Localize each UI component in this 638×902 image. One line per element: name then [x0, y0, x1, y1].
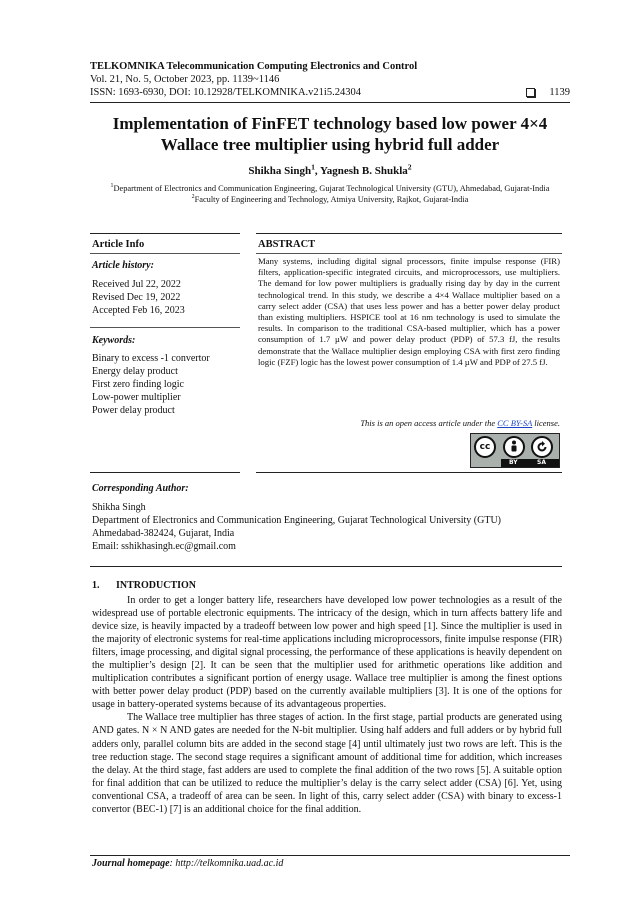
author-name: Shikha Singh — [248, 165, 312, 177]
abstract-heading: ABSTRACT — [258, 239, 316, 250]
article-info-heading: Article Info — [92, 239, 145, 250]
corresponding-heading: Corresponding Author: — [92, 483, 189, 494]
license-prefix: This is an open access article under the — [360, 418, 498, 428]
info-top-rule — [90, 233, 240, 234]
journal-footer — [92, 858, 283, 869]
keyword-item: Binary to excess -1 convertor — [92, 353, 210, 364]
accepted-date: Accepted Feb 16, 2023 — [92, 305, 185, 316]
share-alike-icon — [531, 436, 553, 458]
revised-date: Revised Dec 19, 2022 — [92, 292, 181, 303]
abstract-top-rule — [256, 233, 562, 234]
abstract-text: Many systems, including digital signal processors, finite impulse response (FIR) filters, application-specific integrated circuits, and microprocessors, use multipliers. The demand for low power multipliers is gradually rising day by day in the current technological trend. In this study, we describe a 4×4 Wallace multiplier based on a carry select adder (CSA) that uses less power and has a better power delay product than existing multipliers. HSPICE tool at 16 nm technology is used to simulate the results. In comparison to the traditional CSA-based multiplier, which has a power consumption of 1.7 µW and power delay product (PDP) of 57.3 fJ, the results demonstrate that the Wallace multiplier design employing CSA with first zero finding logic (FZF) logic has the lowest power consumption of 1.4 µW and PDP of 27.5 fJ. — [258, 256, 560, 367]
header-divider — [90, 102, 570, 103]
journal-name: TELKOMNIKA Telecommunication Computing Electronics and Control — [90, 61, 418, 72]
abstract-heading-rule — [256, 253, 562, 254]
footer-label: Journal homepage — [92, 858, 170, 869]
history-divider — [90, 327, 240, 328]
corresponding-dept: Department of Electronics and Communication Engineering, Gujarat Technological University (GTU) — [92, 515, 501, 526]
history-heading: Article history: — [92, 260, 154, 271]
section-heading — [92, 580, 196, 591]
paper-title — [80, 113, 580, 155]
keyword-item: First zero finding logic — [92, 379, 184, 390]
cc-by-sa-badge[interactable] — [470, 433, 560, 468]
by-label: BY — [509, 459, 518, 466]
corresponding-address: Ahmedabad-382424, Gujarat, India — [92, 528, 235, 539]
person-icon — [503, 436, 525, 458]
title-line-1: Implementation of FinFET technology based low power 4×4 — [112, 114, 548, 133]
abstract-bottom-rule — [256, 472, 562, 473]
title-line-2: Wallace tree multiplier using hybrid full adder — [160, 135, 500, 154]
footer-divider — [90, 855, 570, 856]
author-list: Shikha Singh$^1$, Yagnesh B. Shukla$^2$ — [248, 162, 412, 177]
received-date: Received Jul 22, 2022 — [92, 279, 181, 290]
sa-label: SA — [537, 459, 546, 466]
keyword-item: Energy delay product — [92, 366, 178, 377]
info-heading-rule — [90, 253, 240, 254]
article-history — [92, 278, 185, 317]
keyword-item: Power delay product — [92, 405, 175, 416]
affiliation-1: Department of Electronics and Communication Engineering, Gujarat Technological University (GTU), Ahmedabad, Gujarat-India — [113, 184, 550, 193]
corresponding-email: Email: sshikhasingh.ec@gmail.com — [92, 541, 236, 552]
section-number: 1. — [92, 580, 100, 591]
journal-homepage-link[interactable]: : http://telkomnika.uad.ac.id — [169, 858, 284, 869]
journal-header — [90, 60, 570, 99]
section-title: INTRODUCTION — [116, 580, 197, 591]
paragraph: In order to get a longer battery life, researchers have developed low power technologies as a result of the widespread use of portable electronic equipments. The intricacy of the design, which in turn affects battery life and device size, is heavily impacted by a tradeoff between low power and high speed [1]. Since the multiplier is used in the majority of electronic systems for real-time applications including microprocessors, finite impulse response (FIR) filters, image processing, and digital signal processing, the performance of these applications is heavily dependent on the multiplier’s design [2]. It can be seen that the multiplier used for arithmetic operations like addition and multiplication contributes a significant portion of energy usage. Wallace tree multiplier is among the finest options with better power delay product (PDP) based on the currently available multipliers [3]. It is one of the options for usage in battery-operated systems because of its advantageous properties. — [92, 595, 562, 711]
keyword-item: Low-power multiplier — [92, 392, 181, 403]
open-access-note — [258, 418, 560, 428]
square-box-icon — [526, 88, 535, 97]
cc-license-link[interactable]: CC BY-SA — [497, 418, 533, 428]
author-name: Yagnesh B. Shukla — [320, 165, 408, 177]
cc-icon: cc — [474, 436, 496, 458]
author-affiliation-mark: 1 — [311, 162, 315, 172]
keywords-list — [92, 352, 210, 417]
license-suffix: license. — [532, 418, 560, 428]
journal-issn: ISSN: 1693-6930, DOI: 10.12928/TELKOMNIKA.v21i5.24304 — [90, 87, 361, 98]
corresponding-details — [92, 501, 501, 553]
introduction-body — [92, 594, 562, 816]
corresponding-bottom-rule — [90, 566, 562, 567]
paragraph: The Wallace tree multiplier has three stages of action. In the first stage, partial products are generated using AND gates. N × N AND gates are needed for the N-bit multiplier. Using half adders and full adders or by hybrid full adders only, parallel column bits are added in the second stage [4] until ultimately just two rows are left. This is the tree reduction stage. The second stage requires a significant amount of additional time for addition, which increases the delay. At the third stage, fast adders are used to complete the final addition of the two rows [5]. A suitable option for final addition that can be utilized to reduce the multiplier’s delay is the carry select adder (CSA) [6]. Yet, using conventional CSA, a tradeoff of area can be seen. In light of this, carry select adder (CSA) with binary to excess-1 convertor (BEC-1) [7] is an additional choice for the final addition. — [92, 712, 562, 815]
author-affiliation-mark: 2 — [407, 162, 412, 172]
affiliation-mark: 2 — [191, 194, 195, 201]
journal-volume: Vol. 21, No. 5, October 2023, pp. 1139~1146 — [90, 74, 280, 85]
affiliation-2: Faculty of Engineering and Technology, Atmiya University, Rajkot, Gujarat-India — [194, 195, 469, 204]
affiliation-mark: 1 — [110, 183, 114, 190]
page-number: 1139 — [549, 87, 570, 98]
keywords-heading: Keywords: — [92, 335, 136, 346]
affiliations — [80, 183, 580, 205]
info-bottom-rule — [90, 472, 240, 473]
corresponding-name: Shikha Singh — [92, 502, 146, 513]
